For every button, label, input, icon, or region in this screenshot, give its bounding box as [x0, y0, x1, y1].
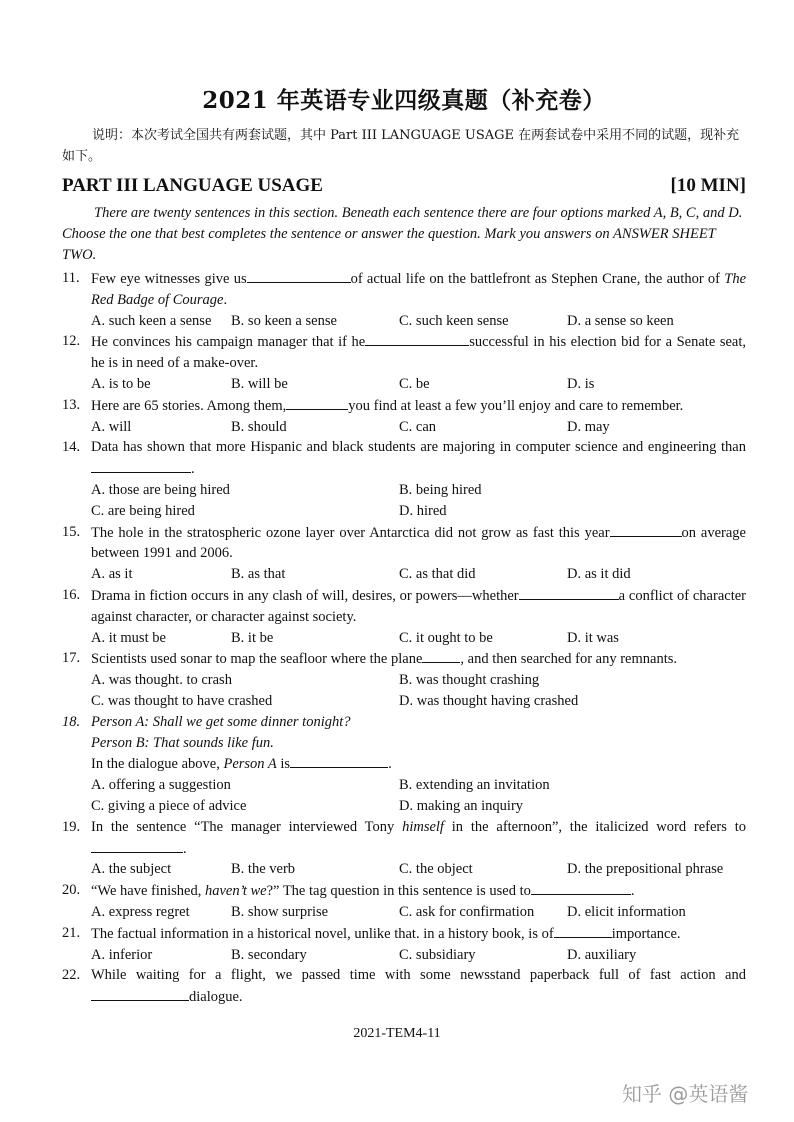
option-b: B. should [231, 418, 287, 435]
options-row [91, 902, 746, 923]
option-a: A. those are being hired [91, 481, 230, 498]
part-title: PART III LANGUAGE USAGE [62, 175, 323, 196]
answer-blank [91, 986, 189, 1001]
instructions: There are twenty sentences in this section. Beneath each sentence there are four options marked A, B, C, and D. Choose the one that best completes the sentence or answer the question. Mark you answers on ANSWER SHEET TWO. [62, 205, 743, 263]
question-stem: In the sentence “The manager interviewed Tony himself in the afternoon”, the italicized word refers to. [91, 818, 746, 857]
option-a: A. the subject [91, 861, 172, 878]
question-number: 13. [62, 396, 81, 413]
option-d: D. as it did [567, 566, 631, 583]
part-header [62, 175, 746, 197]
question-number: 12. [62, 333, 81, 350]
options-grid [91, 670, 746, 712]
question-15 [62, 522, 746, 585]
question-number: 14. [62, 439, 81, 456]
answer-blank [91, 838, 183, 853]
option-c: C. such keen sense [399, 312, 509, 329]
dialogue-line-b: Person B: That sounds like fun. [91, 734, 274, 751]
option-a: A. will [91, 418, 132, 435]
options-row [91, 945, 746, 966]
question-20 [62, 880, 746, 923]
question-number: 22. [62, 967, 81, 984]
option-b: B. will be [231, 375, 288, 392]
option-d: D. a sense so keen [567, 312, 674, 329]
option-b: B. show surprise [231, 903, 329, 920]
question-stem: Scientists used sonar to map the seafloor where the plane , and then searched for any remnants. [91, 648, 746, 670]
question-stem: Data has shown that more Hispanic and black students are majoring in computer science and engineering than. [91, 439, 746, 478]
option-b: B. secondary [231, 946, 307, 963]
option-c: C. be [399, 375, 430, 392]
question-number: 18. [62, 713, 81, 730]
option-c: C. ask for confirmation [399, 903, 535, 920]
answer-blank [365, 331, 469, 346]
options-grid [91, 775, 746, 817]
question-17 [62, 648, 746, 711]
option-c: C. giving a piece of advice [91, 797, 247, 814]
option-d: D. elicit information [567, 903, 686, 920]
question-stem: While waiting for a flight, we passed time with some newsstand paperback full of fast action and dialogue. [91, 967, 746, 1006]
option-c: C. was thought to have crashed [91, 692, 273, 709]
option-d: D. is [567, 375, 595, 392]
option-d: D. may [567, 418, 610, 435]
question-stem: In the dialogue above, Person A is . [91, 753, 746, 775]
question-12 [62, 331, 746, 394]
option-a: A. it must be [91, 629, 166, 646]
option-a: A. as it [91, 566, 133, 583]
exam-note: 说明：本次考试全国共有两套试题，其中 Part III LANGUAGE USAGE 在两套试卷中采用不同的试题，现补充如下。 [62, 128, 740, 164]
options-row [91, 564, 746, 585]
option-c: C. the object [399, 861, 473, 878]
question-stem: The hole in the stratospheric ozone layer over Antarctica did not grow as fast this year on average between 1991 and 2006. [91, 522, 746, 565]
question-stem: Few eye witnesses give us of actual life on the battlefront as Stephen Crane, the author of The Red Badge of Courage. [91, 268, 746, 311]
option-c: C. can [399, 418, 437, 435]
question-number: 21. [62, 924, 81, 941]
question-number: 19. [62, 818, 81, 835]
option-b: B. as that [231, 566, 286, 583]
question-11 [62, 268, 746, 331]
question-number: 20. [62, 882, 81, 899]
options-row [91, 859, 746, 880]
option-b: B. extending an invitation [399, 777, 550, 794]
question-number: 11. [62, 270, 80, 286]
question-stem: Here are 65 stories. Among them, you find at least a few you’ll enjoy and care to remember. [91, 395, 746, 417]
options-grid [91, 480, 746, 522]
answer-blank [531, 880, 631, 895]
question-stem: He convinces his campaign manager that if he successful in his election bid for a Senate seat, he is in need of a make-over. [91, 331, 746, 374]
option-d: D. was thought having crashed [399, 692, 579, 709]
question-14 [62, 437, 746, 521]
options-row [91, 417, 746, 438]
answer-blank [610, 522, 682, 537]
option-b: B. it be [231, 629, 274, 646]
question-13 [62, 395, 746, 438]
options-row [91, 374, 746, 395]
question-number: 15. [62, 523, 81, 540]
option-a: A. express regret [91, 903, 190, 920]
option-c: C. subsidiary [399, 946, 476, 963]
options-row [91, 311, 746, 332]
option-a: A. inferior [91, 946, 153, 963]
option-a: A. offering a suggestion [91, 777, 231, 794]
option-b: B. the verb [231, 861, 296, 878]
question-19 [62, 817, 746, 880]
question-stem: The factual information in a historical novel, unlike that. in a history book, is of importance. [91, 923, 746, 945]
question-16 [62, 585, 746, 648]
answer-blank [91, 458, 191, 473]
options-row [91, 628, 746, 649]
option-d: D. hired [399, 502, 447, 519]
option-d: D. the prepositional phrase [567, 861, 724, 878]
page-title: 2021 年英语专业四级真题（补充卷） [202, 87, 606, 114]
option-c: C. as that did [399, 566, 476, 583]
option-d: D. it was [567, 629, 619, 646]
option-b: B. was thought crashing [399, 672, 540, 689]
answer-blank [247, 268, 351, 283]
question-stem: Drama in fiction occurs in any clash of will, desires, or powers—whether a conflict of character against character, or character against society. [91, 585, 746, 628]
option-a: A. is to be [91, 375, 151, 392]
watermark: 知乎 @英语酱 [622, 1082, 749, 1106]
option-a: A. such keen a sense [91, 312, 212, 329]
part-time: [10 MIN] [670, 175, 746, 196]
question-21 [62, 923, 746, 966]
answer-blank [286, 395, 348, 410]
option-b: B. being hired [399, 481, 482, 498]
option-a: A. was thought. to crash [91, 672, 232, 689]
answer-blank [290, 753, 388, 768]
dialogue-line-a: Person A: Shall we get some dinner tonight? [91, 713, 351, 730]
option-c: C. it ought to be [399, 629, 493, 646]
answer-blank [554, 923, 612, 938]
option-c: C. are being hired [91, 502, 195, 519]
answer-blank [519, 585, 619, 600]
option-d: D. making an inquiry [399, 797, 524, 814]
option-d: D. auxiliary [567, 946, 637, 963]
question-number: 16. [62, 586, 81, 603]
question-18 [62, 712, 746, 817]
question-stem: “We have finished, haven’t we?” The tag question in this sentence is used to . [91, 880, 746, 902]
option-b: B. so keen a sense [231, 312, 337, 329]
answer-blank [422, 648, 460, 663]
question-22 [62, 965, 746, 1008]
page-footer: 2021-TEM4-11 [353, 1026, 441, 1041]
question-number: 17. [62, 650, 81, 667]
